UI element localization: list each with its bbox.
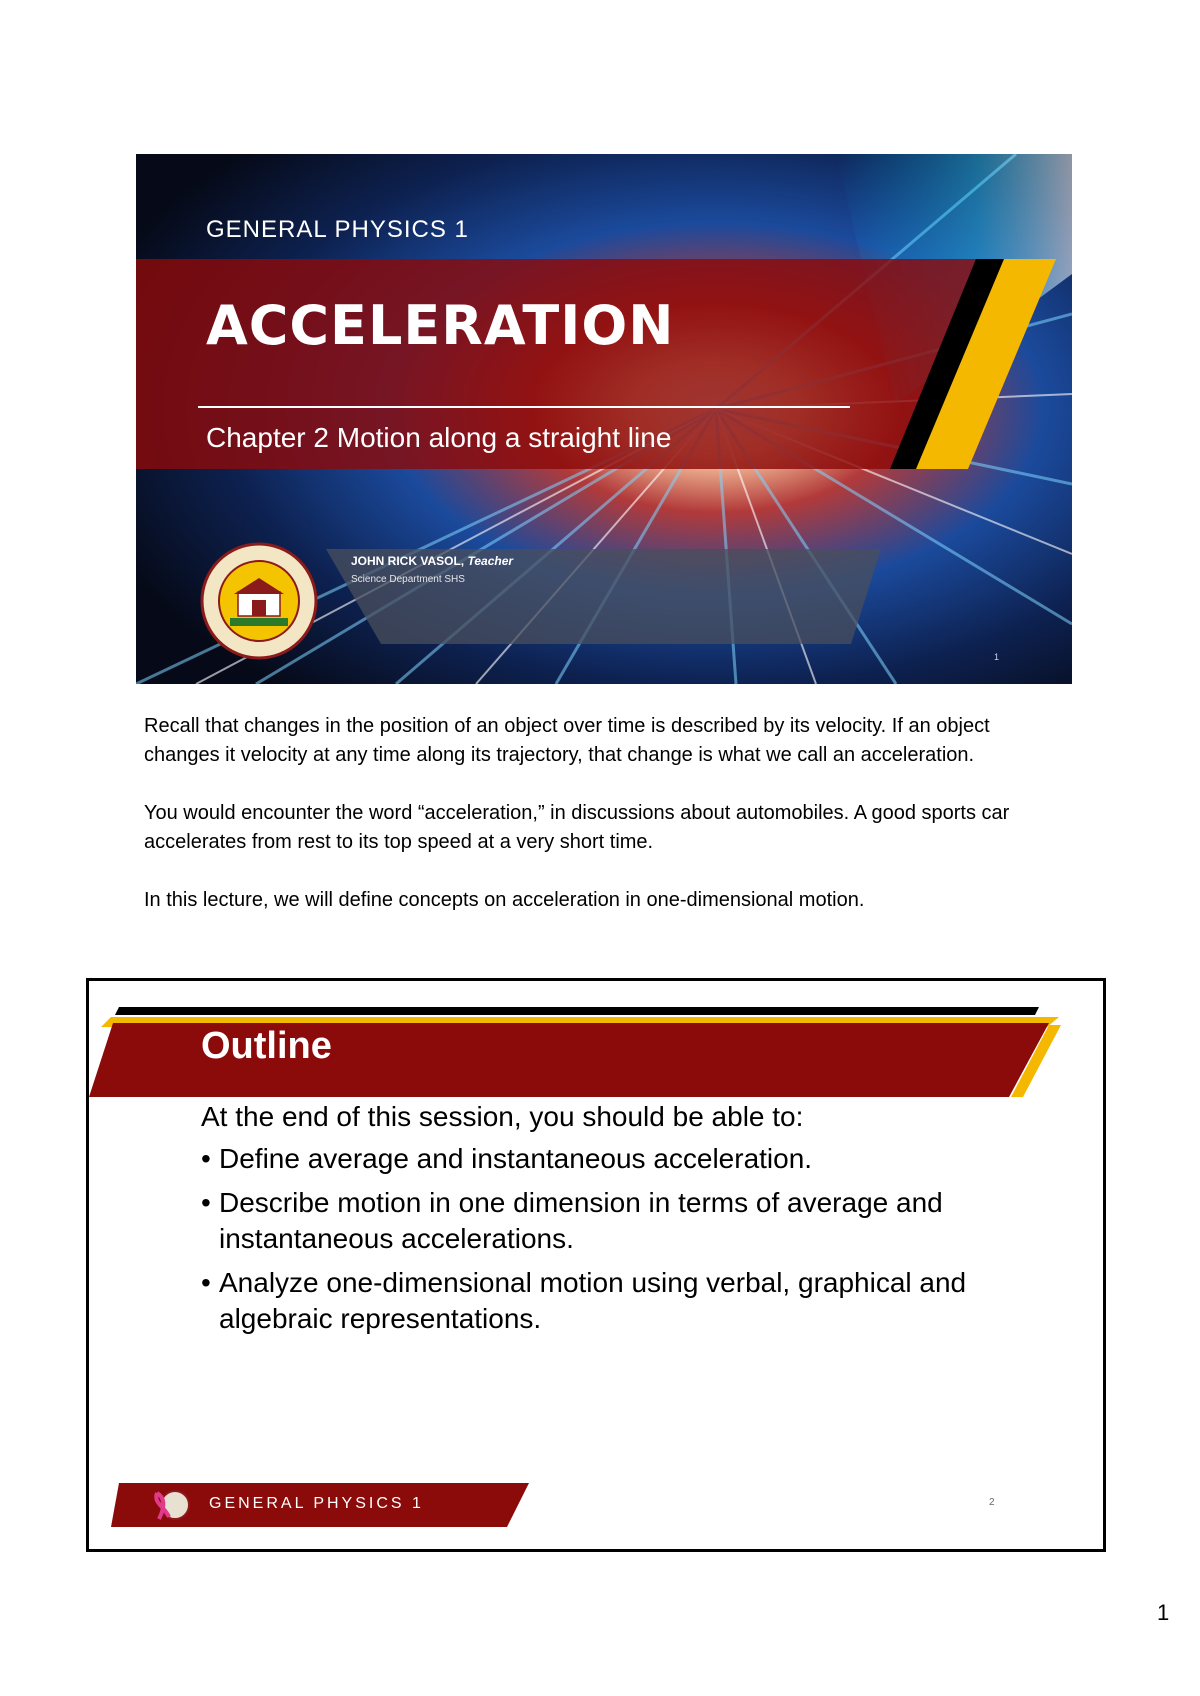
list-item: • Define average and instantaneous acceleration. xyxy=(201,1143,813,1174)
slide-title: Outline xyxy=(201,1025,332,1067)
slide-title: ACCELERATION xyxy=(206,294,675,357)
course-kicker: GENERAL PHYSICS 1 xyxy=(206,216,469,243)
slide-page-number: 1 xyxy=(994,652,1000,662)
ribbon-logo-icon xyxy=(151,1487,191,1523)
notes-paragraph: Recall that changes in the position of an object over time is described by its velocity. If an object changes it velocity at any time along its trajectory, that change is what we call an acceleration. xyxy=(144,715,990,766)
lecture-notes xyxy=(144,712,1064,944)
notes-paragraph: In this lecture, we will define concepts on acceleration in one-dimensional motion. xyxy=(144,889,865,911)
title-slide xyxy=(136,154,1072,684)
footer-course-label: GENERAL PHYSICS 1 xyxy=(209,1495,424,1512)
list-item: • Describe motion in one dimension in terms of average and instantaneous accelerations. xyxy=(201,1187,943,1254)
teacher-name: JOHN RICK VASOL, Teacher xyxy=(351,554,514,568)
document-page-number: 1 xyxy=(1157,1600,1170,1625)
outline-intro: At the end of this session, you should be able to: xyxy=(201,1101,804,1132)
school-seal-logo xyxy=(200,542,318,660)
slide-subtitle: Chapter 2 Motion along a straight line xyxy=(206,422,672,453)
list-item: • Analyze one-dimensional motion using verbal, graphical and algebraic representations. xyxy=(201,1267,967,1334)
slide-page-number: 2 xyxy=(989,1497,995,1508)
outline-slide xyxy=(86,978,1106,1552)
title-divider xyxy=(198,406,850,408)
teacher-role: Teacher xyxy=(467,554,514,568)
department-label: Science Department SHS xyxy=(351,574,465,585)
outline-list xyxy=(201,1141,1041,1345)
notes-paragraph: You would encounter the word “acceleration,” in discussions about automobiles. A good sports car accelerates from rest to its top speed at a very short time. xyxy=(144,802,1010,853)
